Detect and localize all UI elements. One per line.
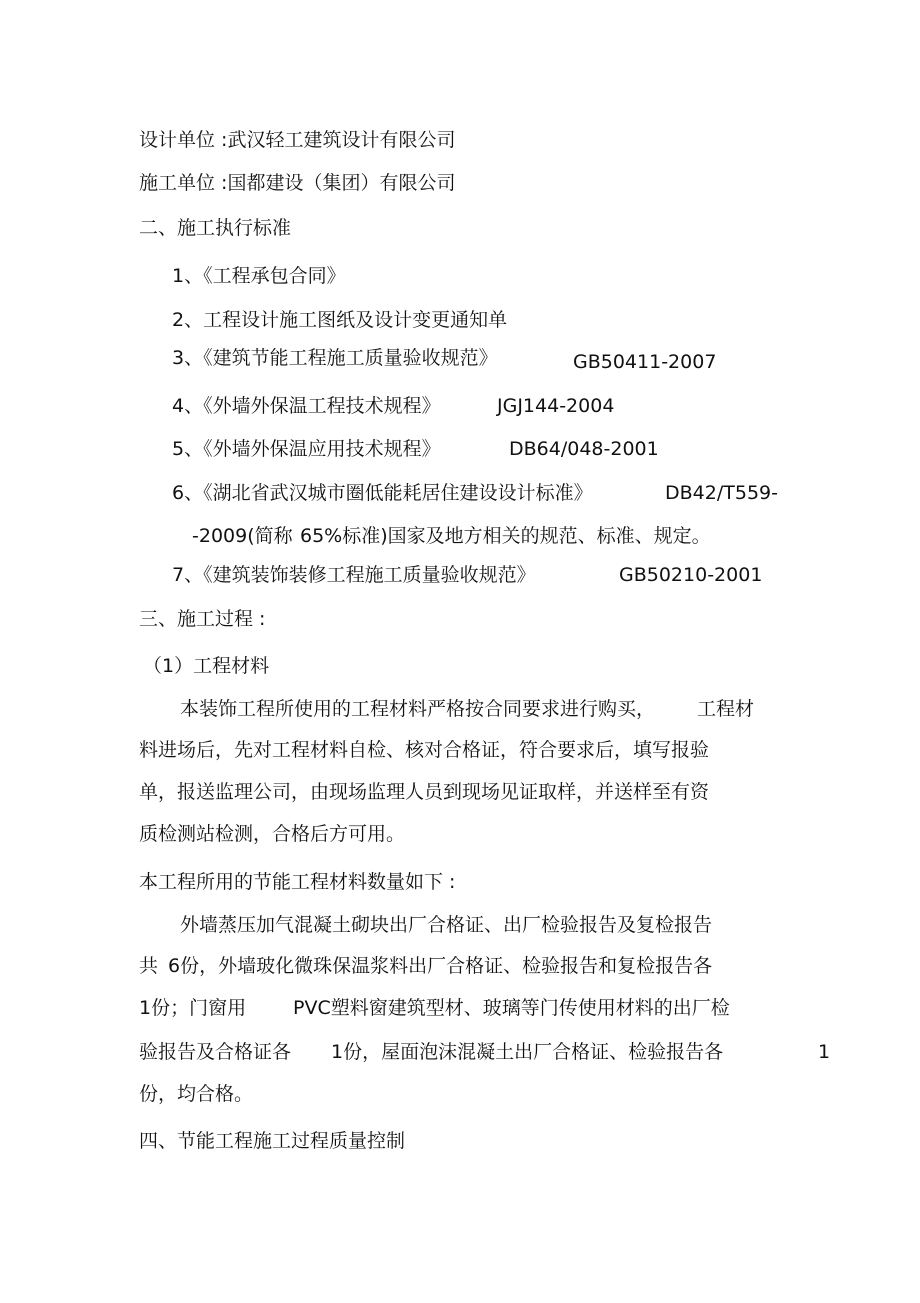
standard-4: 4、《外墙外保温工程技术规程》 (172, 395, 441, 417)
section-4-heading: 四、节能工程施工过程质量控制 (139, 1130, 406, 1152)
section-3-heading: 三、施工过程 : (139, 608, 266, 630)
standard-6-cont-b: 65%标准)国家及地方相关的规范、标准、规定。 (300, 525, 711, 547)
standard-6: 6、《湖北省武汉城市圈低能耗居住建设设计标准》 (172, 482, 593, 504)
standard-3-code: GB50411-2007 (573, 351, 717, 373)
subsection-1-heading: （1）工程材料 (143, 655, 270, 677)
para2-line3-a: 1份；门窗用 (139, 997, 247, 1019)
para2-line4-a: 验报告及合格证各 (139, 1041, 292, 1063)
para2-line5: 份，均合格。 (139, 1083, 254, 1105)
para2-line4-b: 1份，屋面泡沫混凝土出厂合格证、检验报告各 (331, 1041, 724, 1063)
standard-5-code: DB64/048-2001 (509, 438, 659, 460)
para2-line4-c: 1 (818, 1041, 831, 1063)
standard-5: 5、《外墙外保温应用技术规程》 (172, 438, 441, 460)
para1-line1-end: 工程材 (697, 698, 755, 720)
para2-line1: 外墙蒸压加气混凝土砌块出厂合格证、出厂检验报告及复检报告 (180, 914, 713, 936)
standard-3: 3、《建筑节能工程施工质量验收规范》 (172, 347, 498, 369)
para1-line3: 单，报送监理公司，由现场监理人员到现场见证取样，并送样至有资 (139, 781, 710, 803)
standard-7: 7、《建筑装饰装修工程施工质量验收规范》 (172, 564, 536, 586)
para2-line2-a: 共 (139, 955, 159, 977)
section-2-heading: 二、施工执行标准 (139, 217, 292, 239)
para1-line2: 料进场后，先对工程材料自检、核对合格证，符合要求后，填写报验 (139, 739, 710, 761)
standard-7-code: GB50210-2001 (619, 564, 763, 586)
para2-line3-b: PVC塑料窗建筑型材、玻璃等门传使用材料的出厂检 (293, 997, 730, 1019)
standard-2: 2、工程设计施工图纸及设计变更通知单 (172, 309, 508, 331)
para1-line1: 本装饰工程所使用的工程材料严格按合同要求进行购买， (180, 698, 656, 720)
standard-4-code: JGJ144-2004 (497, 395, 615, 417)
para1-line4: 质检测站检测，合格后方可用。 (139, 823, 406, 845)
design-unit: 设计单位 :武汉轻工建筑设计有限公司 (139, 129, 456, 151)
standard-6-cont-a: -2009(简称 (192, 525, 293, 547)
standard-6-code: DB42/T559- (665, 482, 778, 504)
construction-unit: 施工单位 :国都建设（集团）有限公司 (139, 172, 456, 194)
para2-line2-b: 6份，外墙玻化微珠保温浆料出厂合格证、检验报告和复检报告各 (168, 955, 713, 977)
materials-intro: 本工程所用的节能工程材料数量如下 : (139, 871, 456, 893)
standard-1: 1、《工程承包合同》 (172, 265, 346, 287)
